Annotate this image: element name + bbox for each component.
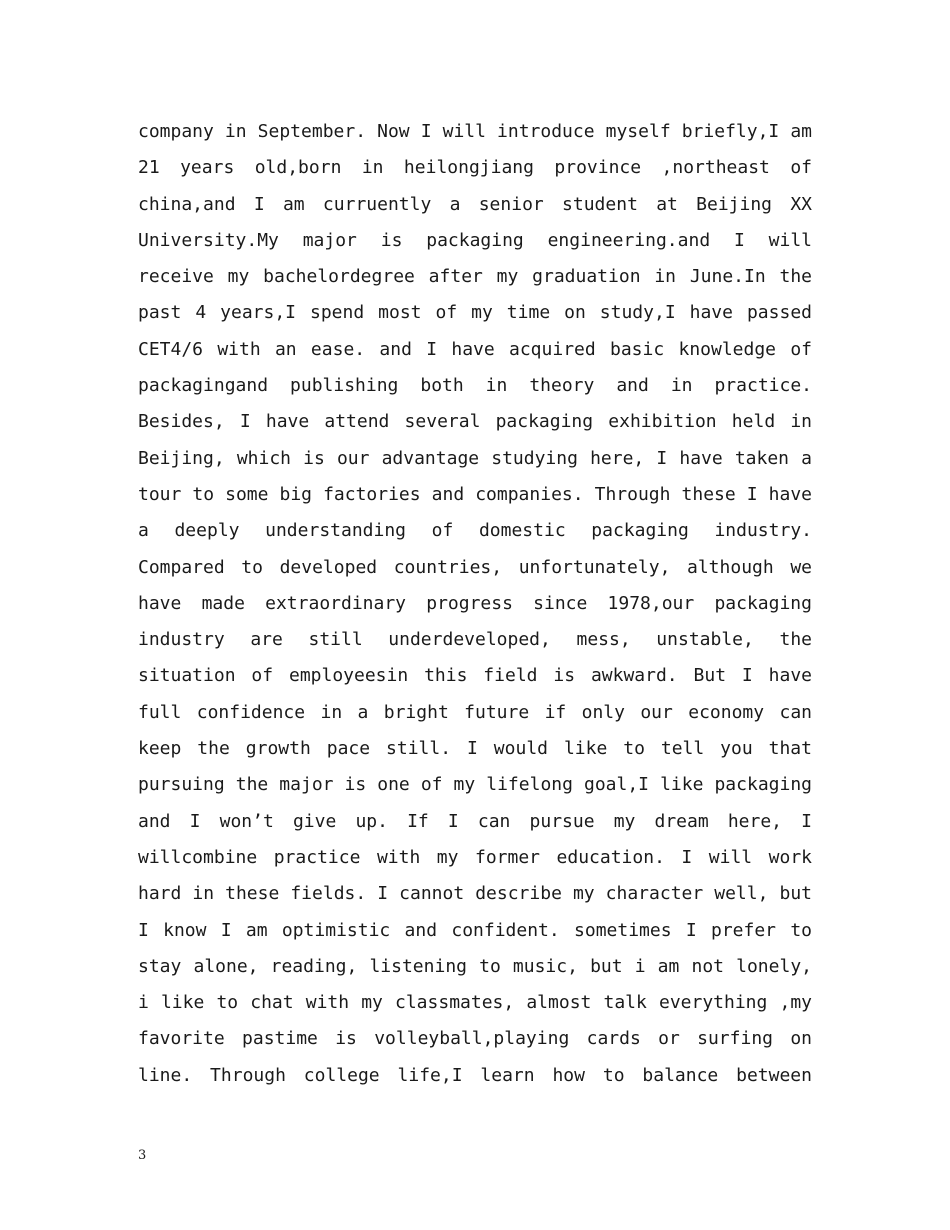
text-line: Compared to developed countries, unfortunately, although we bbox=[138, 556, 812, 578]
text-line: Beijing, which is our advantage studying here, I have taken a bbox=[138, 447, 812, 469]
text-line: Besides, I have attend several packaging exhibition held in bbox=[138, 411, 812, 433]
text-line: situation of employeesin this field is awkward. But I have bbox=[138, 665, 812, 687]
text-line: industry are still underdeveloped, mess, unstable, the bbox=[138, 629, 812, 651]
text-line: full confidence in a bright future if only our economy can bbox=[138, 701, 812, 723]
text-line: past 4 years,I spend most of my time on study,I have passed bbox=[138, 302, 812, 324]
body-text bbox=[138, 114, 812, 1094]
text-line: favorite pastime is volleyball,playing cards or surfing on bbox=[138, 1028, 812, 1050]
text-line: line. Through college life,I learn how to balance between bbox=[138, 1064, 812, 1086]
page-number: 3 bbox=[138, 1148, 147, 1163]
text-line: stay alone, reading, listening to music, but i am not lonely, bbox=[138, 955, 812, 977]
text-line: pursuing the major is one of my lifelong goal,I like packaging bbox=[138, 774, 812, 796]
text-line: i like to chat with my classmates, almost talk everything ,my bbox=[138, 992, 812, 1014]
text-line: and I won’t give up. If I can pursue my dream here, I bbox=[138, 810, 812, 832]
text-line: tour to some big factories and companies. Through these I have bbox=[138, 483, 812, 505]
text-line: 21 years old,born in heilongjiang province ,northeast of bbox=[138, 157, 812, 179]
text-line: a deeply understanding of domestic packaging industry. bbox=[138, 520, 812, 542]
text-line: University.My major is packaging engineering.and I will bbox=[138, 229, 812, 251]
text-line: packagingand publishing both in theory and in practice. bbox=[138, 375, 812, 397]
text-line: receive my bachelordegree after my graduation in June.In the bbox=[138, 266, 812, 288]
text-line: china,and I am curruently a senior student at Beijing XX bbox=[138, 193, 812, 215]
text-line: CET4/6 with an ease. and I have acquired basic knowledge of bbox=[138, 338, 812, 360]
text-line: keep the growth pace still. I would like to tell you that bbox=[138, 738, 812, 760]
text-line: willcombine practice with my former education. I will work bbox=[138, 846, 812, 868]
text-line: have made extraordinary progress since 1978,our packaging bbox=[138, 592, 812, 614]
text-line: I know I am optimistic and confident. sometimes I prefer to bbox=[138, 919, 812, 941]
text-line: company in September. Now I will introduce myself briefly,I am bbox=[138, 121, 812, 142]
text-line: hard in these fields. I cannot describe my character well, but bbox=[138, 883, 812, 905]
